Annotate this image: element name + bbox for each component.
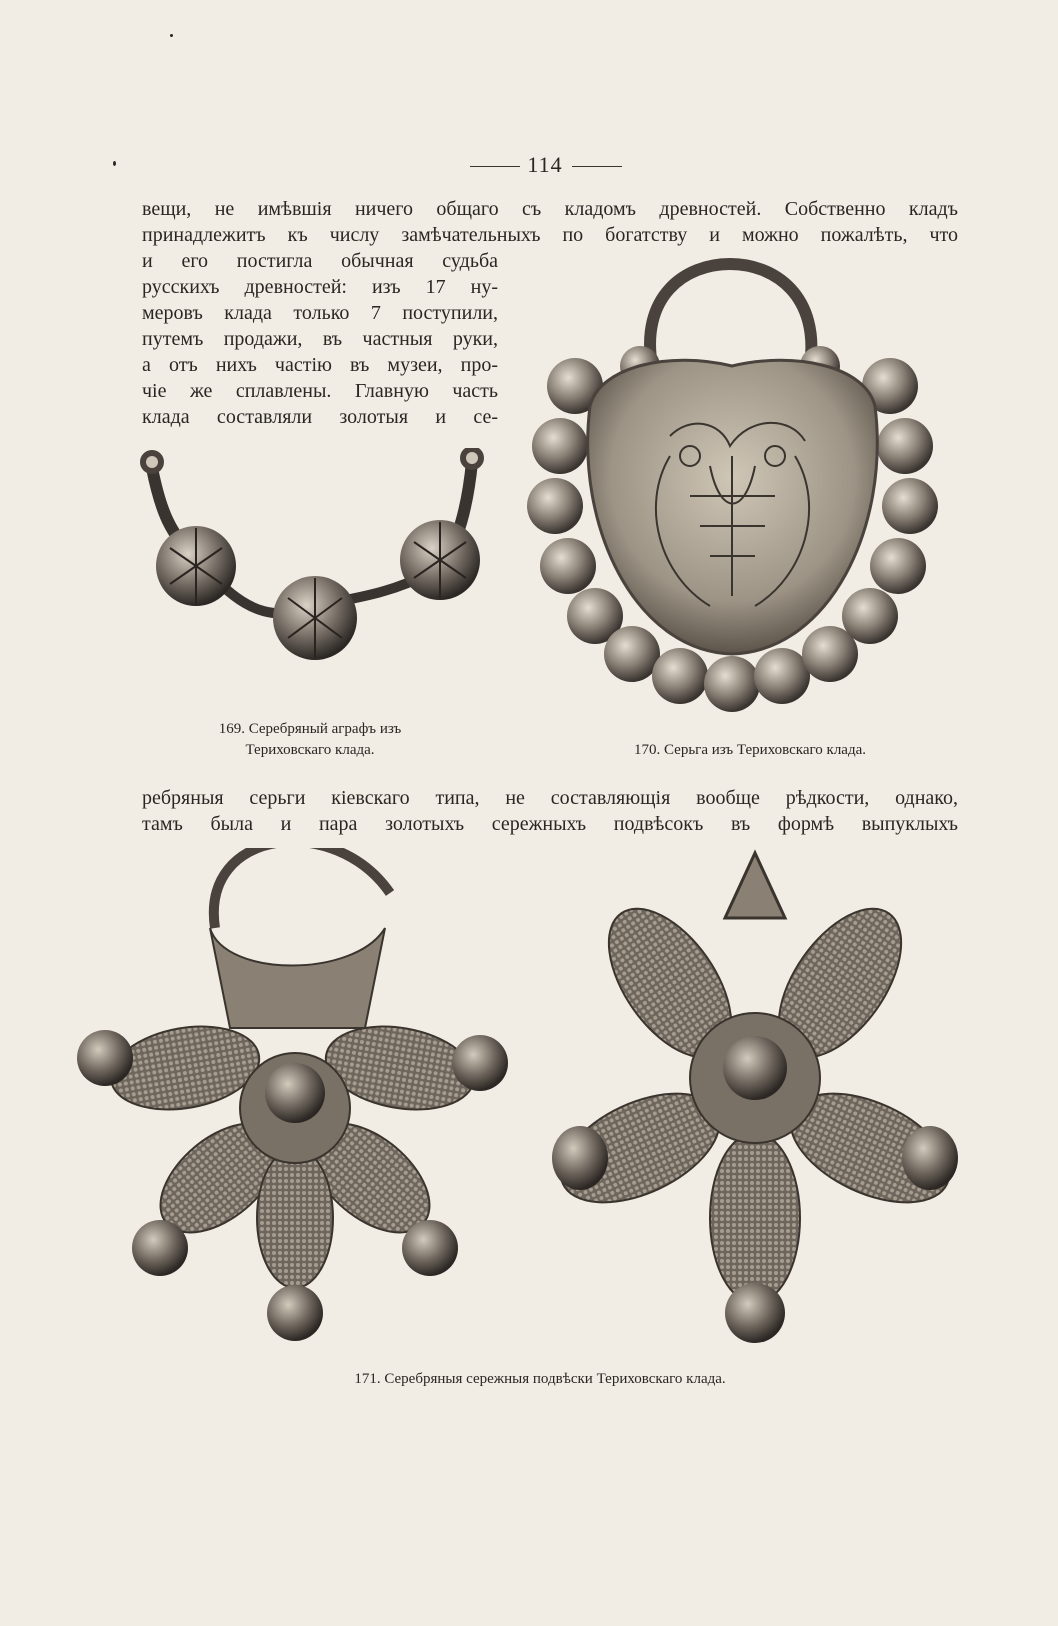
text-line: ребряныя серьги кіевскаго типа, не составляющія вообще рѣдкости, однако, xyxy=(142,787,958,809)
caption-fig-169-line1: 169. Серебряный аграфъ изъ xyxy=(218,721,402,737)
text-line: путемъ продажи, въ частныя руки, xyxy=(142,328,498,350)
scan-speck xyxy=(170,34,173,37)
text-line: вещи, не имѣвшія ничего общаго съ кладомъ древностей. Собственно кладъ xyxy=(142,198,958,220)
scan-speck xyxy=(113,161,116,166)
text-line: русскихъ древностей: изъ 17 ну- xyxy=(142,276,498,298)
text-line: клада составляли золотыя и се- xyxy=(142,406,498,428)
figure-171-image xyxy=(75,848,1025,1348)
text-line: а отъ нихъ частію въ музеи, про- xyxy=(142,354,498,376)
text-line: меровъ клада только 7 поступили, xyxy=(142,302,498,324)
figure-169-image xyxy=(130,448,520,693)
text-line: и его постигла обычная судьба xyxy=(142,250,498,272)
caption-fig-171: 171. Серебряныя сережныя подвѣски Териховскаго клада. xyxy=(354,1371,726,1387)
caption-fig-170: 170. Серьга изъ Териховскаго клада. xyxy=(633,742,867,758)
rule-right xyxy=(572,166,622,167)
text-line: тамъ была и пара золотыхъ сережныхъ подвѣсокъ въ формѣ выпуклыхъ xyxy=(142,813,958,835)
figure-170-image xyxy=(520,256,945,714)
caption-fig-169-line2: Териховскаго клада. xyxy=(245,742,375,758)
page-number: 114 xyxy=(527,152,563,177)
text-line: чіе же сплавлены. Главную часть xyxy=(142,380,498,402)
text-line: принадлежитъ къ числу замѣчательныхъ по богатству и можно пожалѣть, что xyxy=(142,224,958,246)
page-number-header xyxy=(460,152,630,182)
